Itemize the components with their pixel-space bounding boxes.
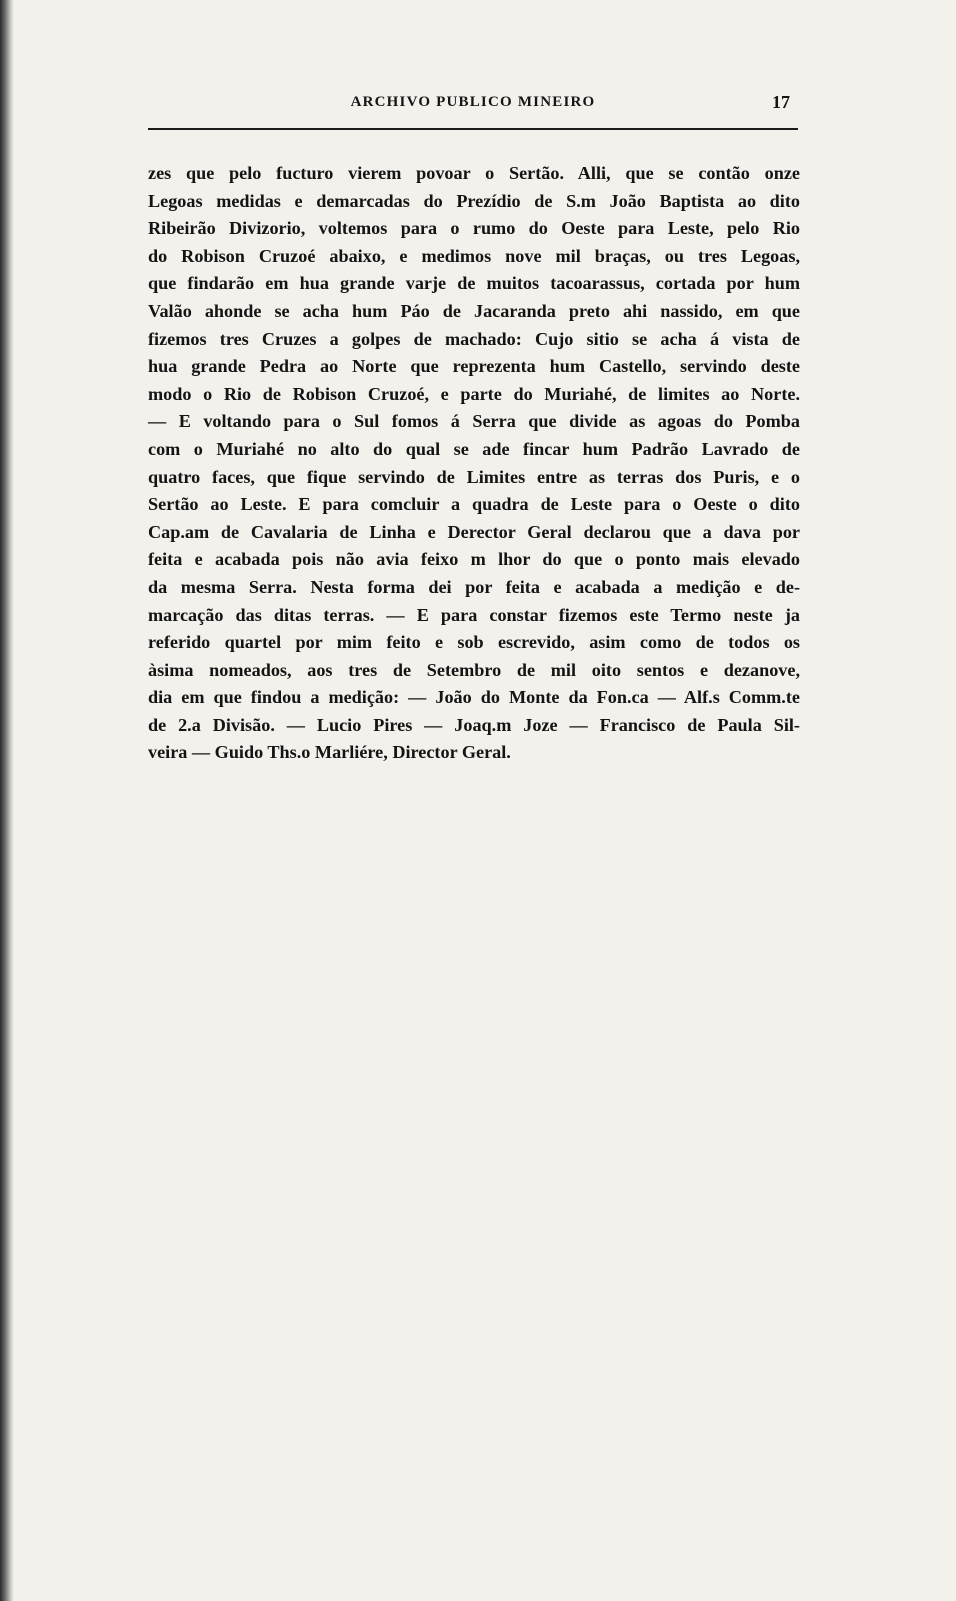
page-number: 17 — [772, 92, 790, 112]
text-line: referido quartel por mim feito e sob escrevido, asim como de todos os — [148, 632, 800, 653]
text-line: Legoas medidas e demarcadas do Prezídio de S.m João Baptista ao dito — [148, 190, 800, 211]
text-line: àsima nomeados, aos tres de Setembro de mil oito sentos e dezanove, — [148, 659, 800, 680]
page-edge-shadow — [0, 0, 14, 1601]
text-line: de 2.a Divisão. — Lucio Pires — Joaq.m Joze — Francisco de Paula Sil- — [148, 714, 800, 735]
header-rule — [148, 128, 798, 130]
text-line: do Robison Cruzoé abaixo, e medimos nove mil braças, ou tres Legoas, — [148, 245, 800, 266]
text-line: feita e acabada pois não avia feixo m lhor do que o ponto mais elevado — [148, 549, 800, 570]
text-line: da mesma Serra. Nesta forma dei por feita e acabada a medição e de- — [148, 576, 800, 597]
text-line: Cap.am de Cavalaria de Linha e Derector Geral declarou que a dava por — [148, 521, 800, 542]
text-line: quatro faces, que fique servindo de Limites entre as terras dos Puris, e o — [148, 466, 800, 487]
text-line: zes que pelo fucturo vierem povoar o Sertão. Alli, que se contão onze — [148, 163, 800, 183]
text-line: veira — Guido Ths.o Marliére, Director Geral. — [148, 742, 511, 763]
body-paragraph — [148, 160, 800, 767]
text-line: — E voltando para o Sul fomos á Serra que divide as agoas do Pomba — [148, 411, 800, 432]
text-line: hua grande Pedra ao Norte que reprezenta hum Castello, servindo deste — [148, 356, 800, 377]
text-line: Valão ahonde se acha hum Páo de Jacaranda preto ahi nassido, em que — [148, 300, 800, 321]
text-line: com o Muriahé no alto do qual se ade fincar hum Padrão Lavrado de — [148, 438, 800, 459]
running-title: ARCHIVO PUBLICO MINEIRO — [350, 94, 596, 110]
text-line: dia em que findou a medição: — João do Monte da Fon.ca — Alf.s Comm.te — [148, 687, 800, 708]
text-line: Sertão ao Leste. E para comcluir a quadra de Leste para o Oeste o dito — [148, 494, 800, 515]
text-line: fizemos tres Cruzes a golpes de machado: Cujo sitio se acha á vista de — [148, 328, 800, 349]
running-head — [148, 92, 798, 118]
text-line: que findarão em hua grande varje de muitos tacoarassus, cortada por hum — [148, 273, 800, 294]
text-line: modo o Rio de Robison Cruzoé, e parte do Muriahé, de limites ao Norte. — [148, 383, 800, 404]
text-line: Ribeirão Divizorio, voltemos para o rumo do Oeste para Leste, pelo Rio — [148, 218, 800, 239]
text-line: marcação das ditas terras. — E para constar fizemos este Termo neste ja — [148, 604, 800, 625]
